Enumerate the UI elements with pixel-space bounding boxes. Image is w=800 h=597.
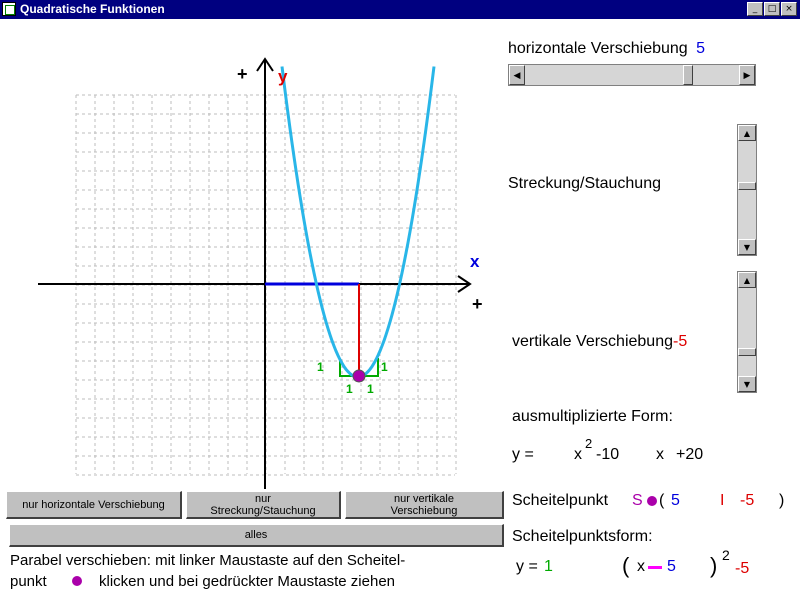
window-title: Quadratische Funktionen [20,2,165,16]
maximize-button[interactable]: □ [764,2,780,16]
stretch-thumb[interactable] [738,182,756,190]
slope-label: 1 [367,382,374,396]
minimize-button[interactable]: _ [747,2,763,16]
vertex-form-a: 1 [544,558,553,575]
expanded-form-y: y = [512,446,534,463]
vertex-label: Scheitelpunkt [512,492,609,509]
y-axis-label: y [278,67,288,86]
vertex-form-k: -5 [735,560,750,577]
hint-line-2a: punkt [10,573,47,590]
vertical-shift-thumb[interactable] [738,348,756,356]
expanded-form-exponent: 2 [585,436,593,451]
scroll-down-icon[interactable]: ▼ [738,239,756,255]
expanded-form-x: x [656,446,664,463]
x-axis-label: x [470,252,480,271]
vertex-form-x: x [637,558,645,575]
scroll-left-icon[interactable]: ◀ [509,65,525,85]
scroll-up-icon[interactable]: ▲ [738,125,756,141]
vertex-dot-icon [647,496,657,506]
expanded-form-coefficient: -10 [596,446,620,463]
y-plus-sign: + [237,64,248,84]
vertex-y-value: -5 [740,492,755,509]
slope-label: 1 [346,382,353,396]
app-icon [2,2,16,16]
vertical-shift-scrollbar[interactable] [737,271,757,393]
horizontal-shift-thumb[interactable] [683,65,693,85]
x-plus-sign: + [472,294,483,314]
scroll-right-icon[interactable]: ▶ [739,65,755,85]
expanded-form-x2: x [574,446,582,463]
vertex-form-h: 5 [667,558,676,575]
all-button[interactable]: alles [9,524,504,547]
horizontal-shift-label [508,40,705,58]
slope-label: 1 [317,360,324,374]
expanded-form-constant: +20 [676,446,704,463]
minus-sign-icon [648,566,662,569]
only-horizontal-button[interactable]: nur horizontale Verschiebung [6,491,182,519]
vertical-shift-text: vertikale Verschiebung [512,333,673,350]
vertical-shift-value: -5 [672,333,688,350]
coordinate-plot[interactable] [0,19,505,494]
vertex-form-exponent: 2 [722,547,730,563]
horizontal-shift-value: 5 [696,40,706,57]
vertex-separator: I [720,492,725,509]
stretch-label: Streckung/Stauchung [508,175,661,192]
vertex-form-label: Scheitelpunktsform: [512,528,653,545]
vertex-open-paren: ( [659,492,665,509]
only-vertical-button[interactable]: nur vertikale Verschiebung [345,491,504,519]
horizontal-shift-scrollbar[interactable] [508,64,756,86]
expanded-form-label: ausmultiplizierte Form: [512,408,673,425]
only-stretch-button[interactable]: nur Streckung/Stauchung [186,491,341,519]
close-button[interactable]: × [781,2,797,16]
hint-line-2b: klicken und bei gedrückter Maustaste ziehen [99,573,396,590]
hint-line-1: Parabel verschieben: mit linker Maustaste auf den Scheitel- [10,552,406,569]
horizontal-shift-text: horizontale Verschiebung [508,40,688,57]
vertex-form-open-paren: ( [622,553,630,578]
scroll-up-icon[interactable]: ▲ [738,272,756,288]
title-bar [0,0,800,19]
vertex-form-y: y = [516,558,538,575]
vertex-dot-icon [72,576,82,586]
scroll-down-icon[interactable]: ▼ [738,376,756,392]
slope-label: 1 [381,360,388,374]
vertex-handle[interactable] [353,370,365,382]
vertex-close-paren: ) [779,492,785,509]
vertex-symbol: S [632,492,643,509]
vertical-shift-label [512,333,687,351]
stretch-scrollbar[interactable] [737,124,757,256]
vertex-x-value: 5 [671,492,680,509]
vertex-form-close-paren: ) [710,553,718,578]
